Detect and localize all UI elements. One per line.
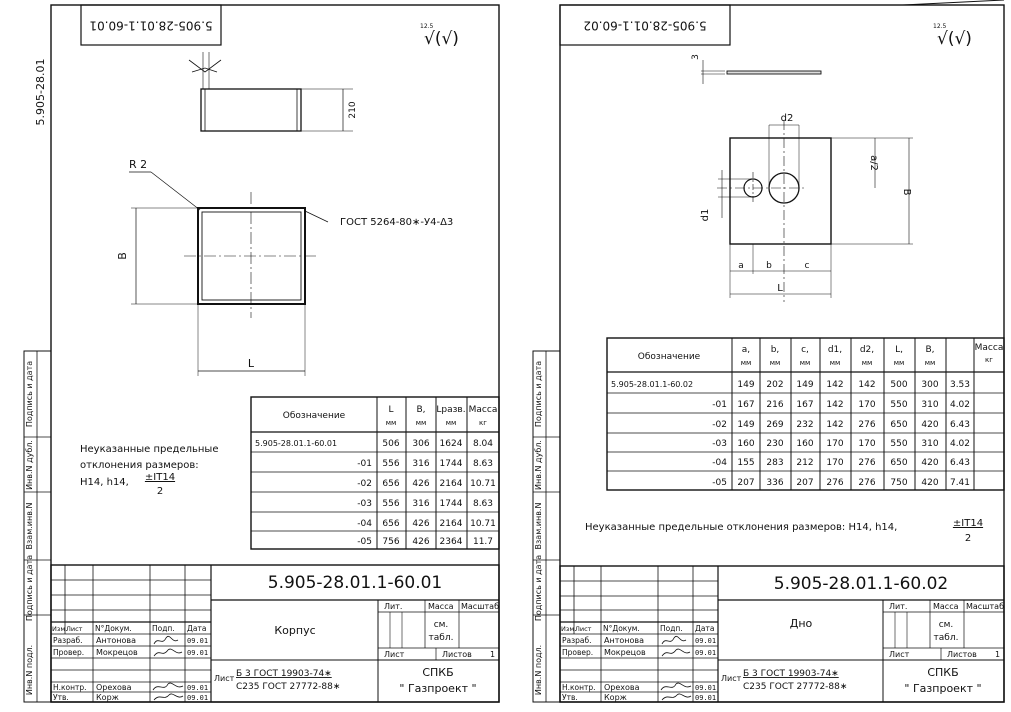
margin-code: 5.905-28.01 <box>34 58 47 126</box>
tb-col-list: Лист <box>575 625 592 633</box>
signature-image <box>661 683 691 690</box>
tb-massa: Масса <box>933 602 959 611</box>
table-cell: 7.41 <box>949 478 971 488</box>
table-cell: 170 <box>858 439 876 449</box>
col-unit-c: мм <box>799 359 811 367</box>
col-header-b: b, <box>770 345 780 355</box>
table-cell: 232 <box>796 420 814 430</box>
col-unit-b: мм <box>769 359 781 367</box>
table-cell: 207 <box>796 478 814 488</box>
col-header-Lrazv: Lразв. <box>436 405 466 415</box>
drawing-sheet-korpus <box>8 0 500 704</box>
tb-material-top: Б 3 ГОСТ 19903-74∗ <box>743 669 839 679</box>
col-unit-d2: мм <box>861 359 873 367</box>
col-unit-B: мм <box>924 359 936 367</box>
col-header-mass: Масса <box>974 343 1004 353</box>
col-header-a: a, <box>741 345 751 355</box>
signature-image <box>662 636 686 644</box>
table-row-1-designation: -01 <box>712 400 727 410</box>
tb-lit: Лит. <box>889 602 908 611</box>
table-cell: 149 <box>737 420 755 430</box>
margin-label-podpis-2: Подпись и дата <box>534 360 543 428</box>
table-cell: 1744 <box>439 459 463 469</box>
table-cell: 310 <box>921 400 939 410</box>
tb-col-data: Дата <box>187 624 207 633</box>
table-row-3-designation: -03 <box>712 439 727 449</box>
signature-image <box>154 636 178 644</box>
table-cell: 550 <box>890 400 908 410</box>
table-cell: 167 <box>737 400 755 410</box>
table-cell: 8.04 <box>472 439 494 449</box>
table-cell: 142 <box>826 400 844 410</box>
tb-material-top: Б 3 ГОСТ 19903-74∗ <box>236 669 332 679</box>
tb-date: 09.01 <box>187 649 209 657</box>
table-row-5-designation: -05 <box>712 478 727 488</box>
table-cell: 1624 <box>439 439 463 449</box>
table-cell: 230 <box>766 439 784 449</box>
table-cell: 420 <box>921 420 939 430</box>
table-cell: 170 <box>826 458 844 468</box>
table-cell: 167 <box>796 400 814 410</box>
dim-height: 210 <box>348 101 358 119</box>
tb-date: 09.01 <box>187 637 209 645</box>
tb-name: Корж <box>96 693 119 702</box>
col-header-d2: d2, <box>859 345 875 355</box>
tb-col-data: Дата <box>695 624 715 633</box>
col-header-designation: Обозначение <box>282 411 346 421</box>
tb-role: Н.контр. <box>53 683 87 692</box>
table-cell: 10.71 <box>470 479 496 489</box>
radius-label: R 2 <box>129 158 148 171</box>
tb-sheets-count: 1 <box>995 650 1001 659</box>
tb-col-list: Лист <box>66 625 83 633</box>
tb-date: 09.01 <box>695 694 717 702</box>
table-cell: 310 <box>921 439 939 449</box>
col-header-L: L <box>388 405 394 415</box>
tb-role: Н.контр. <box>562 683 596 692</box>
table-cell: 170 <box>858 400 876 410</box>
table-cell: 276 <box>826 478 844 488</box>
tb-name: Мокрецов <box>604 648 646 657</box>
top-stamp-code: 5.905-28.01.1-60.01 <box>89 18 213 33</box>
table-cell: 8.63 <box>472 499 494 509</box>
roughness-value: 12.5 <box>420 23 434 30</box>
tb-material-bottom: С235 ГОСТ 27772-88∗ <box>743 682 848 692</box>
tb-org-line1: СПКБ <box>927 666 959 679</box>
dim-c: c <box>804 261 810 271</box>
signature-image <box>662 694 691 700</box>
tb-col-podp: Подп. <box>660 624 683 633</box>
table-cell: 216 <box>766 400 784 410</box>
table-cell: 2164 <box>439 479 463 489</box>
table-cell: 149 <box>796 380 814 390</box>
drawing-korpus <box>8 0 500 704</box>
table-cell: 149 <box>737 380 755 390</box>
dim-b: b <box>766 261 772 271</box>
col-header-d1: d1, <box>827 345 843 355</box>
tolerance-line-1: Неуказанные предельные <box>80 444 219 455</box>
tb-col-podp: Подп. <box>152 624 175 633</box>
top-stamp-code: 5.905-28.01.1-60.02 <box>583 18 707 33</box>
roughness-symbol: √(√) <box>424 29 459 49</box>
roughness-value: 12.5 <box>933 23 947 30</box>
margin-label-podpis-2: Подпись и дата <box>25 360 34 428</box>
tb-role: Провер. <box>562 648 594 657</box>
tb-col-izm: Изм. <box>52 625 68 633</box>
table-cell: 207 <box>737 478 755 488</box>
title-part-name: Корпус <box>274 624 316 637</box>
roughness-symbol: √(√) <box>937 29 972 49</box>
table-cell: 336 <box>766 478 784 488</box>
tb-col-dokum: N°Докум. <box>95 624 132 633</box>
table-cell: 8.63 <box>472 459 494 469</box>
col-unit-d1: мм <box>829 359 841 367</box>
title-designation: 5.905-28.01.1-60.02 <box>773 574 949 594</box>
table-row-2-designation: -02 <box>712 420 727 430</box>
tb-massa: Масса <box>428 602 454 611</box>
weld-mark <box>189 60 221 72</box>
margin-label-inv-dubl: Инв.N дубл. <box>534 440 543 490</box>
tolerance-fraction-num: ±IT14 <box>144 472 176 483</box>
table-row-1-designation: -01 <box>357 459 372 469</box>
margin-label-inv-podl: Инв.N подл. <box>534 644 543 696</box>
table-cell: 269 <box>766 420 784 430</box>
tb-date: 09.01 <box>187 694 209 702</box>
tb-col-izm: Изм. <box>561 625 577 633</box>
tb-sheets-label: Листов <box>442 650 472 659</box>
margin-label-podpis-1: Подпись и дата <box>25 554 34 622</box>
dim-a: a <box>738 261 744 271</box>
signature-image <box>662 649 690 656</box>
table-cell: 756 <box>382 537 400 547</box>
dim-B-left: B <box>116 252 129 260</box>
table-cell: 142 <box>858 380 876 390</box>
dim-d2: d2 <box>780 113 794 124</box>
table-cell: 2164 <box>439 519 463 529</box>
side-view <box>201 89 301 131</box>
tb-masshtab: Масштаб <box>461 602 500 611</box>
table-cell: 506 <box>382 439 400 449</box>
table-cell: 650 <box>890 458 908 468</box>
table-cell: 316 <box>412 499 430 509</box>
table-cell: 202 <box>766 380 784 390</box>
signature-image <box>154 649 182 656</box>
col-unit-L: мм <box>385 419 397 427</box>
table-cell: 550 <box>890 439 908 449</box>
table-cell: 420 <box>921 478 939 488</box>
table-cell: 276 <box>858 420 876 430</box>
table-cell: 4.02 <box>949 439 971 449</box>
table-cell: 160 <box>796 439 814 449</box>
tb-role: Провер. <box>53 648 85 657</box>
tb-mass-value-2: табл. <box>428 633 454 643</box>
tb-masshtab: Масштаб <box>966 602 1005 611</box>
col-unit-mass: кг <box>479 419 487 427</box>
table-cell: 160 <box>737 439 755 449</box>
tb-name: Орехова <box>96 683 132 692</box>
tb-lit: Лит. <box>384 602 403 611</box>
tb-role: Разраб. <box>562 636 592 645</box>
drawing-dno <box>513 0 1005 704</box>
dim-d1: d1 <box>700 208 711 222</box>
tb-name: Мокрецов <box>96 648 138 657</box>
table-row-0-designation: 5.905-28.01.1-60.02 <box>611 380 694 389</box>
table-cell: 650 <box>890 420 908 430</box>
table-cell: 750 <box>890 478 908 488</box>
tolerance-note: Неуказанные предельные отклонения размеров: H14, h14, <box>585 522 898 533</box>
drawing-sheet-dno <box>513 0 1005 704</box>
col-header-designation: Обозначение <box>637 352 701 362</box>
tb-sheet-label: Лист <box>889 650 910 659</box>
table-row-5-designation: -05 <box>357 537 372 547</box>
table-cell: 2364 <box>439 537 463 547</box>
table-cell: 316 <box>412 459 430 469</box>
col-header-B: B, <box>416 405 426 415</box>
col-unit-Lrazv: мм <box>445 419 457 427</box>
table-cell: 10.71 <box>470 519 496 529</box>
col-unit-mass: кг <box>985 356 993 364</box>
table-cell: 556 <box>382 499 400 509</box>
title-part-name: Дно <box>789 617 813 630</box>
tb-material-prefix: Лист <box>721 674 742 683</box>
col-header-B: B, <box>925 345 935 355</box>
table-cell: 4.02 <box>949 400 971 410</box>
tb-name: Орехова <box>604 683 640 692</box>
tb-mass-value-1: см. <box>938 620 954 630</box>
table-row-4-designation: -04 <box>357 519 372 529</box>
table-cell: 142 <box>826 380 844 390</box>
dim-a2: a/2 <box>868 155 879 171</box>
table-cell: 170 <box>826 439 844 449</box>
table-cell: 426 <box>412 537 430 547</box>
margin-label-vzam-inv: Взам.инв.N <box>25 502 34 550</box>
dim-thickness: 3 <box>691 54 701 60</box>
table-cell: 656 <box>382 519 400 529</box>
table-row-0-designation: 5.905-28.01.1-60.01 <box>255 439 338 448</box>
table-cell: 300 <box>921 380 939 390</box>
tb-name: Антонова <box>96 636 136 645</box>
table-cell: 6.43 <box>949 458 971 468</box>
col-unit-L: мм <box>893 359 905 367</box>
table-cell: 276 <box>858 458 876 468</box>
plate-edge-view <box>727 71 821 74</box>
margin-label-inv-dubl: Инв.N дубл. <box>25 440 34 490</box>
signature-image <box>153 683 183 690</box>
table-cell: 556 <box>382 459 400 469</box>
tb-role: Разраб. <box>53 636 83 645</box>
tolerance-fraction-den: 2 <box>964 533 972 544</box>
tb-org-line2: " Газпроект " <box>904 682 982 695</box>
tolerance-fraction-num: ±IT14 <box>952 518 984 529</box>
table-row-4-designation: -04 <box>712 458 727 468</box>
col-unit-a: мм <box>740 359 752 367</box>
table-cell: 283 <box>766 458 784 468</box>
table-cell: 142 <box>826 420 844 430</box>
tb-date: 09.01 <box>695 637 717 645</box>
margin-label-podpis-1: Подпись и дата <box>534 554 543 622</box>
tb-role: Утв. <box>53 693 69 702</box>
table-row-2-designation: -02 <box>357 479 372 489</box>
table-cell: 420 <box>921 458 939 468</box>
tb-name: Антонова <box>604 636 644 645</box>
tb-date: 09.01 <box>187 684 209 692</box>
tb-mass-value-1: см. <box>433 620 449 630</box>
table-cell: 656 <box>382 479 400 489</box>
table-cell: 6.43 <box>949 420 971 430</box>
table-cell: 426 <box>412 479 430 489</box>
tolerance-fraction-den: 2 <box>156 486 164 497</box>
col-unit-B: мм <box>415 419 427 427</box>
tolerance-line-3: H14, h14, <box>80 477 129 488</box>
tb-sheets-count: 1 <box>490 650 496 659</box>
table-cell: 1744 <box>439 499 463 509</box>
table-cell: 276 <box>858 478 876 488</box>
sheet-frame <box>560 5 1004 702</box>
table-cell: 155 <box>737 458 755 468</box>
col-header-L: L, <box>895 345 903 355</box>
tb-role: Утв. <box>562 693 578 702</box>
tb-date: 09.01 <box>695 684 717 692</box>
tb-name: Корж <box>604 693 627 702</box>
tb-material-prefix: Лист <box>214 674 235 683</box>
table-cell: 11.7 <box>472 537 494 547</box>
gost-weld-note: ГОСТ 5264-80∗-У4-Δ3 <box>340 217 454 228</box>
dim-L-right: L <box>777 283 783 294</box>
table-cell: 500 <box>890 380 908 390</box>
tb-org-line1: СПКБ <box>422 666 454 679</box>
table-cell: 426 <box>412 519 430 529</box>
tb-date: 09.01 <box>695 649 717 657</box>
margin-label-vzam-inv: Взам.инв.N <box>534 502 543 550</box>
tb-material-bottom: С235 ГОСТ 27772-88∗ <box>236 682 341 692</box>
tb-sheets-label: Листов <box>947 650 977 659</box>
tb-org-line2: " Газпроект " <box>399 682 477 695</box>
signature-image <box>154 694 183 700</box>
tb-mass-value-2: табл. <box>933 633 959 643</box>
title-designation: 5.905-28.01.1-60.01 <box>267 573 443 593</box>
dim-B-right: B <box>901 188 912 196</box>
table-row-3-designation: -03 <box>357 499 372 509</box>
dim-L-left: L <box>247 357 255 370</box>
table-cell: 306 <box>412 439 430 449</box>
table-cell: 212 <box>796 458 814 468</box>
table-cell: 3.53 <box>949 380 971 390</box>
tb-sheet-label: Лист <box>384 650 405 659</box>
tb-col-dokum: N°Докум. <box>603 624 640 633</box>
margin-label-inv-podl: Инв.N подл. <box>25 644 34 696</box>
tolerance-line-2: отклонения размеров: <box>80 460 199 471</box>
sheet-frame <box>51 5 499 702</box>
col-header-mass: Масса <box>468 405 498 415</box>
col-header-c: c, <box>801 345 809 355</box>
